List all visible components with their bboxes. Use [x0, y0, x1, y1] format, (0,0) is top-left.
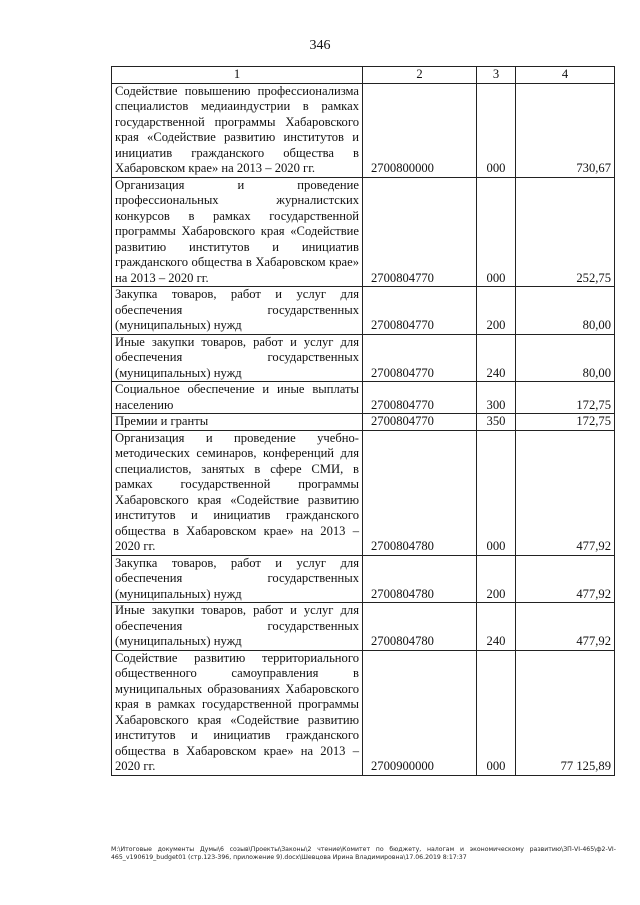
row-amount-cell: 477,92	[516, 555, 615, 603]
row-type-cell: 000	[477, 177, 516, 287]
row-name-cell: Организация и проведение профессиональных журналистских конкурсов в рамках государственной программы Хабаровского края «Содействие развитию институтов и инициатив гражданского общества в Хабаровском крае» на 2013 – 2020 гг.	[112, 177, 363, 287]
page-number: 346	[309, 38, 331, 53]
row-type-cell: 000	[477, 430, 516, 555]
row-name-cell: Организация и проведение учебно-методических семинаров, конференций для специалистов, занятых в сфере СМИ, в рамках государственной программы Хабаровского края «Содействие развитию институтов и инициатив гражданского общества в Хабаровском крае» на 2013 – 2020 гг.	[112, 430, 363, 555]
row-code-cell: 2700804780	[363, 603, 477, 651]
row-code-cell: 2700804780	[363, 555, 477, 603]
column-header: 2	[363, 67, 477, 84]
row-type-cell: 200	[477, 287, 516, 335]
row-amount-cell: 172,75	[516, 414, 615, 431]
table-row	[112, 555, 615, 603]
row-code-cell: 2700804770	[363, 334, 477, 382]
row-name-cell: Содействие развитию территориального общественного самоуправления в муниципальных образованиях Хабаровского края в рамках государственной программы Хабаровского края «Содействие развитию институтов и инициатив гражданского общества в Хабаровском крае» на 2013 – 2020 гг.	[112, 650, 363, 775]
row-type-cell: 350	[477, 414, 516, 431]
row-type-cell: 000	[477, 83, 516, 177]
footer-file-path: М:\Итоговые документы Думы\6 созыв\Проекты\Законы\2 чтение\Комитет по бюджету, налогам и экономическому развитию\ЗП-VI-465\ф2-VI-465_v190619_budget01 (стр.123-396, приложение 9).docx\Шевцова Ирина Владимировна\17.06.2019 8:17:37	[111, 846, 616, 861]
table-row	[112, 382, 615, 414]
table-row	[112, 603, 615, 651]
table-row	[112, 83, 615, 177]
row-type-cell: 200	[477, 555, 516, 603]
budget-table	[111, 66, 615, 776]
table-header-row	[112, 67, 615, 84]
row-type-cell: 300	[477, 382, 516, 414]
table-row	[112, 430, 615, 555]
row-type-cell: 000	[477, 650, 516, 775]
table-row	[112, 287, 615, 335]
row-name-cell: Содействие повышению профессионализма специалистов медиаиндустрии в рамках государственной программы Хабаровского края «Содействие развитию институтов и инициатив гражданского общества в Хабаровском крае» на 2013 – 2020 гг.	[112, 83, 363, 177]
row-code-cell: 2700804770	[363, 177, 477, 287]
row-amount-cell: 477,92	[516, 430, 615, 555]
row-name-cell: Иные закупки товаров, работ и услуг для обеспечения государственных (муниципальных) нужд	[112, 603, 363, 651]
table-row	[112, 650, 615, 775]
row-amount-cell: 730,67	[516, 83, 615, 177]
table-row	[112, 334, 615, 382]
row-amount-cell: 77 125,89	[516, 650, 615, 775]
row-amount-cell: 80,00	[516, 287, 615, 335]
row-code-cell: 2700900000	[363, 650, 477, 775]
row-name-cell: Закупка товаров, работ и услуг для обеспечения государственных (муниципальных) нужд	[112, 287, 363, 335]
row-code-cell: 2700800000	[363, 83, 477, 177]
row-name-cell: Премии и гранты	[112, 414, 363, 431]
row-name-cell: Закупка товаров, работ и услуг для обеспечения государственных (муниципальных) нужд	[112, 555, 363, 603]
row-name-cell: Социальное обеспечение и иные выплаты населению	[112, 382, 363, 414]
row-type-cell: 240	[477, 603, 516, 651]
row-code-cell: 2700804780	[363, 430, 477, 555]
table-row	[112, 414, 615, 431]
row-amount-cell: 477,92	[516, 603, 615, 651]
table-row	[112, 177, 615, 287]
column-header: 1	[112, 67, 363, 84]
row-amount-cell: 252,75	[516, 177, 615, 287]
row-type-cell: 240	[477, 334, 516, 382]
row-name-cell: Иные закупки товаров, работ и услуг для обеспечения государственных (муниципальных) нужд	[112, 334, 363, 382]
row-code-cell: 2700804770	[363, 287, 477, 335]
row-amount-cell: 80,00	[516, 334, 615, 382]
column-header: 4	[516, 67, 615, 84]
row-code-cell: 2700804770	[363, 414, 477, 431]
row-amount-cell: 172,75	[516, 382, 615, 414]
row-code-cell: 2700804770	[363, 382, 477, 414]
column-header: 3	[477, 67, 516, 84]
